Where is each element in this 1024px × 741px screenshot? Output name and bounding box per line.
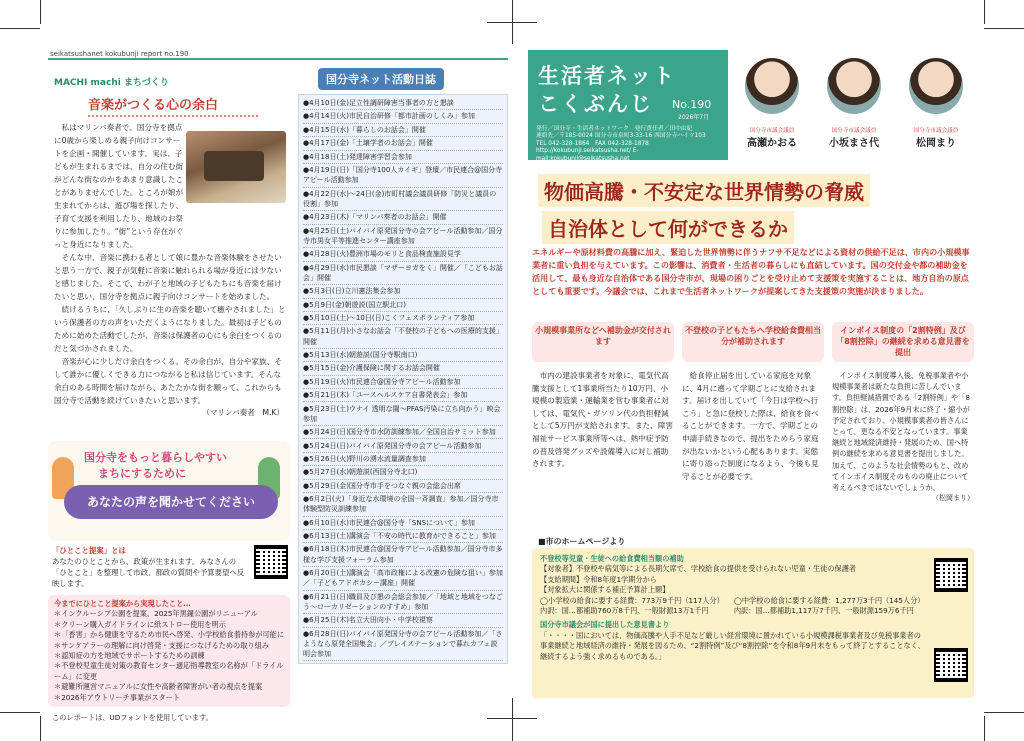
hitokoto-text: あなたのひとことから、政策が生まれます。みなさんの「ひとこと」を整理して市政、都政の質問や予算要望へ反映します。 bbox=[52, 557, 245, 588]
diary-entry: ●5月13日(水)朝遊説(国分寺駅南口) bbox=[303, 349, 503, 362]
publisher-line: TEL 042-328-1864 FAX 042-328-1878 bbox=[536, 140, 649, 147]
voice-line1: 国分寺をもっと暮らしやすい bbox=[84, 451, 227, 464]
member-photo bbox=[909, 58, 963, 114]
member-name: 高瀬かおる bbox=[747, 138, 797, 149]
music-paragraph: そんな中、音楽に携わる者として娘に豊かな音楽体験をさせたいと思う一方で、親子が気軽に音楽に触れられる場が身近には少ないと感じました。そこで、わが子と地域の子どもたちにも音楽を届けたいと思い、国分寺を拠点に親子向けコンサートを始めました。 bbox=[54, 253, 282, 301]
qr-code-icon[interactable] bbox=[934, 648, 968, 682]
diary-entry: ●5月26日(火)野川の湧水流量調査参加 bbox=[303, 453, 503, 466]
diary-entry: ●4月23日(木)「マリンバ奏者のお話会」開催 bbox=[303, 211, 503, 224]
hp-line: 内訳：国…都補助1,117万7千円、一般財源159万6千円 bbox=[733, 606, 914, 616]
masthead-line1: 生活者ネット bbox=[538, 64, 676, 88]
music-title: 音楽がつくる心の余白 bbox=[88, 94, 258, 117]
qr-code-icon[interactable] bbox=[934, 558, 968, 592]
hp-line: 内訳：国…都補助760万8千円、一般財源13万1千円 bbox=[540, 606, 709, 616]
diary-entry: ●4月29日(水)市民懇談「マザーヨガをく」開催／「こどもお話会」開催 bbox=[303, 262, 503, 286]
diary-entry: ●5月3日(日)立川憲法集会参加 bbox=[303, 285, 503, 298]
masthead-line2: こくぶんじ bbox=[538, 92, 653, 116]
hp-line: 【対象拡大に関係する補正予算計上額】 bbox=[540, 585, 670, 595]
issue-date: 2026年7月 bbox=[678, 114, 710, 121]
diary-entry: ●6月20日(土)講演会「高市政権による改憲の危険な狙い」参加／「子どもアドボカシー講座」開催 bbox=[303, 567, 503, 591]
achievement-item: ＊不登校児童生徒対策の教育センター適応指導教室の名称が「ドライルーム」に変更 bbox=[54, 661, 284, 681]
music-article bbox=[48, 121, 290, 431]
right-page bbox=[528, 50, 978, 705]
report-tag: seikatsushanet kokubunji report no.190 bbox=[48, 50, 508, 60]
member-name: 松岡まり bbox=[916, 138, 956, 149]
diary-entry: ●6月18日(木)市民連合@国分寺アピール活動参加／国分寺市多様な学び支援フォーラム参加 bbox=[303, 543, 503, 567]
member-name: 小坂まさ代 bbox=[829, 138, 879, 149]
member-role: 国分寺市議会議員 bbox=[831, 128, 877, 134]
hitokoto-section bbox=[48, 545, 290, 589]
diary-entry: ●4月10日(金)足立性調研障害当事者の方と懇談 bbox=[303, 97, 503, 110]
diary-entry: ●4月15日(水)「暮らしのお話会」開催 bbox=[303, 124, 503, 137]
diary-entry: ●5月9日(金)朝遊説(国立駅北口) bbox=[303, 299, 503, 312]
diary-entry: ●5月29日(金)国分寺市手をつなぐ親の会総会出席 bbox=[303, 480, 503, 493]
qr-code-icon[interactable] bbox=[254, 545, 288, 579]
headline-line2: 自治体として何ができるか bbox=[542, 211, 794, 244]
hp-heading: ■市のホームページより bbox=[538, 537, 626, 546]
diary-entry: ●4月17日(金)「土壌学者のお話会」開催 bbox=[303, 137, 503, 150]
achievement-item: ＊避難所運営マニュアルに女性や高齢者障害がい者の視点を提案 bbox=[54, 682, 263, 692]
ud-note: このレポートは、UDフォントを使用しています。 bbox=[52, 713, 213, 723]
music-paragraph: 続けるうちに、「久しぶりに生の音楽を聴いて癒やされました」という保護者の方の声をいただくようになりました。最初は子どものために始めた活動でしたが、音楽は保護者の心にも余白をつくるのだと気づかされました。 bbox=[54, 305, 286, 353]
diary-entry: ●4月25日(土)バイバイ原発国分寺の会アピール活動参加／国分寺市男女平等推進センター講座参加 bbox=[303, 225, 503, 249]
publisher-line: 連絡先／〒185-0024 国分寺市泉町3-33-16 西国分寺ハイツ103 bbox=[536, 133, 706, 140]
diary-entry: ●6月28日(日)バイバイ原発国分寺の会アピール活動参加／「さようなら原発全国集会」／ブレイステーションで暮れカフェ説明会参加 bbox=[303, 628, 503, 662]
achievement-item: ＊インクルーシブ公園を提案、2025年黒鐘公園がリニューアル bbox=[54, 609, 258, 619]
diary-entry: ●6月21日(日)職員及び懇の会総会参加／「地域と地域をつなごう〜ローカリゼーションのすすめ」参加 bbox=[303, 591, 503, 615]
member-photo bbox=[827, 58, 881, 114]
diary-entry: ●5月24日(日)バイバイ原発国分寺の会アピール活動参加 bbox=[303, 439, 503, 452]
achievement-item: ＊認知症の方を地域でサポートするための訓練 bbox=[54, 651, 205, 661]
diary-entry: ●4月18日(土)発達障害学習会参加 bbox=[303, 151, 503, 164]
diary-entry: ●4月14日(火)市民自治研修「都市計画のしくみ」参加 bbox=[303, 110, 503, 123]
diary-entry: ●6月10日(水)市民連合@国分寺「SNSについて」参加 bbox=[303, 517, 503, 530]
voice-line2: まちにするために bbox=[98, 467, 186, 480]
publisher-info bbox=[536, 126, 728, 163]
voice-bubble: あなたの声を聞かせてください bbox=[64, 485, 278, 519]
achievement-item: ＊サンケアラーの理解に向け啓発・支援につなげるための取り組み bbox=[54, 640, 269, 650]
topic-title: インボイス制度の「2割特例」及び「8割控除」の継続を求める意見書を提出 bbox=[832, 322, 974, 362]
member-role: 国分寺市議会議員 bbox=[913, 128, 959, 134]
achievement-item: ＊2026年アウトリーチ事業がスタート bbox=[54, 692, 181, 702]
hp-line: ◯中学校の給食に要する経費：1,277万3千円（145人分） bbox=[733, 595, 925, 605]
achievements-title: 今までにひとこと提案から実現したこと… bbox=[54, 599, 191, 608]
diary-entry: ●5月24日(日)国分寺市水防訓練参加／全国自治サミット参加 bbox=[303, 426, 503, 439]
diary-entry: ●5月15日(金)介護保険に関するお話会開催 bbox=[303, 362, 503, 375]
topic-body: インボイス制度導入後、免税事業者や小規模事業者は新たな負担に苦しんでいます。負担軽減措置である「2割特例」や「8割控除」は、2026年9月末に終了・縮小が予定されており、小規模事業者の皆さんにとって、更なる不安となっています。事業継続と地域経済維持・発展のため、国へ特例の継続を求める意見書を提出しました。加えて、このような社会情勢のもと、改めてインボイス制度そのものの廃止について考えるべきではないでしょうか。 bbox=[832, 371, 970, 493]
music-paragraph: 音楽が心に少しだけ余白をつくる。その余白が、自分や家族、そして誰かに優しくできる力につながると私は信じています。そんな余白のある時間を届けながら、あたたかな街を願って、これからも国分寺で活動を続けていきたいと思います。 bbox=[54, 357, 282, 405]
left-column bbox=[48, 72, 290, 723]
diary-entry: ●5月23日(土)ウナイ 透明な闇〜PFAS汚染に立ち向かう」映会参加 bbox=[303, 402, 503, 426]
topic-body: 給食停止届を出している家庭を対象に、4月に遡って学期ごとに支給されます。届けを出していて「今日は学校へ行こう」と急に登校した際は、給食を食べることができます。一方で、学期ごとの申請手続きなので、提出をためらう家庭が出ないかという心配もあります。実態に寄り添った制度になるよう、今後も見守ることが必要です。 bbox=[682, 371, 819, 481]
voice-banner bbox=[48, 441, 290, 541]
hp-cost-junior bbox=[734, 596, 925, 617]
topic-title: 不登校の子どもたちへ学校給食費相当分が補助されます bbox=[682, 322, 824, 362]
section-label: MACHI machi まちづくり bbox=[54, 78, 169, 88]
headline bbox=[528, 174, 978, 244]
diary-column bbox=[298, 68, 508, 664]
diary-entry: ●6月13日(土)講演会「不安の時代に教育ができること」参加 bbox=[303, 530, 503, 543]
hp-box bbox=[532, 548, 974, 698]
hitokoto-title: 「ひとこと提案」とは bbox=[52, 546, 126, 555]
left-page bbox=[48, 50, 508, 723]
hp-title1: 不登校等児童・生徒への給食費相当額の補助 bbox=[540, 554, 684, 563]
topic-title: 小規模事業所などへ補助金が交付されます bbox=[532, 322, 674, 362]
topic-column bbox=[832, 322, 974, 503]
hp-cost-elem bbox=[540, 596, 724, 617]
masthead bbox=[528, 50, 728, 160]
hp-costs bbox=[540, 596, 966, 617]
members bbox=[736, 58, 978, 162]
headline-line1: 物価高騰・不安定な世界情勢の脅威 bbox=[538, 174, 870, 207]
issue-number: No.190 bbox=[672, 98, 712, 111]
achievement-item: ＊「香害」から健康を守るため市民へ啓発、小学校給食着持参が可能に bbox=[54, 630, 285, 640]
diary-entry: ●5月21日(木)「ユースヘルスケア自書発表会」参加 bbox=[303, 389, 503, 402]
diary-entry: ●5月10日(土)〜10日(日)こくフェスボランティア参加 bbox=[303, 312, 503, 325]
diary-entry: ●5月11日(月)小さなお話会「不登校の子どもへの医療的支援」開催 bbox=[303, 325, 503, 349]
member-card bbox=[900, 58, 972, 149]
music-paragraph: 私はマリンバ奏者で、国分寺を拠点に0歳から楽しめる親子向けコンサートを企画・開催しています。実は、子どもが生まれるまでは、自分の住む街がどんな街なのかをあまり意識したことがありませんでした。ところが娘が生まれてからは、遊び場を探したり、子育て支援を利用したり、地域のお祭りに参加したり。“街”という存在がぐっと身近になりました。 bbox=[54, 123, 184, 249]
diary-entry: ●5月27日(水)朝遊説(西国分寺北口) bbox=[303, 466, 503, 479]
diary-entry: ●6月2日(火)「身近な水環境の全国一斉調査」参加／国分寺市体験型防災訓練参加 bbox=[303, 493, 503, 517]
diary-entry: ●4月28日(火)豊洲市場のモリと食品検査施設見学 bbox=[303, 248, 503, 261]
lead-text: エネルギーや原材料費の高騰に加え、緊迫した世界情勢に伴うナフサ不足などによる資材の供給不足は、市内の小規模事業者に重い負担を与えています。この影響は、消費者・生活者の暮らしにも直結しています。国の交付金や都の補助金を活用して、最も身近な自治体である国分寺市が、現場の困りごとを受け止めて支援策を実施することは、地方自治の原点としても重要です。今議会では、これまで生活者ネットワークが提案してきた支援策の実施が決まりました。 bbox=[532, 247, 970, 296]
diary-entry: ●6月25日(木)名立大田向小・中学校視察 bbox=[303, 614, 503, 627]
music-signature: （マリンバ奏者 M.K） bbox=[202, 408, 284, 417]
member-card bbox=[818, 58, 890, 149]
publisher-line: 発行／国分寺・生活者ネットワーク 発行責任者／田中由紀 bbox=[536, 126, 693, 132]
diary-entry: ●4月19日(日)「国分寺100人カイギ」登壇／市民連合@国分寺アピール活動参加 bbox=[303, 164, 503, 188]
hp-line: 【対象者】不登校や病気等による長期欠席で、学校給食の提供を受けられない児童・生徒の保護者 bbox=[540, 564, 857, 574]
diary-entry: ●4月22日(水)〜24日(金)市町村議会議員研修「防災と議員の役割」参加 bbox=[303, 188, 503, 212]
member-photo bbox=[745, 58, 799, 114]
member-role: 国分寺市議会議員 bbox=[749, 128, 795, 134]
hp-quote: 「・・・・国においては、物価高騰や人手不足など厳しい経営環境に置かれている小規模課税事業者及び免税事業者の事業継続と地域経済の維持・発展を図るため、“2割特例”及び“8割控除”を令和8年9月末をもって終了とすることなく、継続するよう強く求めるものである。」 bbox=[540, 630, 925, 661]
diary-list bbox=[298, 94, 508, 664]
achievements-box bbox=[48, 595, 290, 707]
diary-entry: ●5月19日(火)市民連合@国分寺アピール活動参加 bbox=[303, 376, 503, 389]
topic-column bbox=[682, 322, 824, 483]
publisher-line: http://kokubunji.seikatsusha.net/ E-mail:kokubunji@seikatsusha.net bbox=[536, 148, 639, 162]
topic-body: 市内の建設事業者を対象に、電気代高騰支援として1事業所当たり10万円、小規模の製造業・運輸業を営む事業者に対しては、電気代・ガソリン代の負担軽減として5万円が支給されます。また、障害福祉サービス事業所等へは、熱中症予防の普及啓発グッズや設備導入に対し補助されます。 bbox=[532, 371, 673, 469]
topic-signature: （松岡まり） bbox=[932, 494, 974, 503]
hp-line: 【支給期間】令和8年度1学期分から bbox=[540, 574, 657, 584]
hp-line: ◯小学校の給食に要する経費：773万9千円（117人分） bbox=[540, 595, 724, 605]
hp-title2: 国分寺市議会が国に提出した意見書より bbox=[540, 620, 670, 630]
diary-title: 国分寺ネット活動日誌 bbox=[318, 68, 444, 90]
marimba-photo bbox=[186, 131, 286, 203]
member-card bbox=[736, 58, 808, 149]
topic-column bbox=[532, 322, 674, 471]
achievement-item: ＊クリーン購入ガイドラインに紙ストロー使用を明示 bbox=[54, 619, 226, 629]
